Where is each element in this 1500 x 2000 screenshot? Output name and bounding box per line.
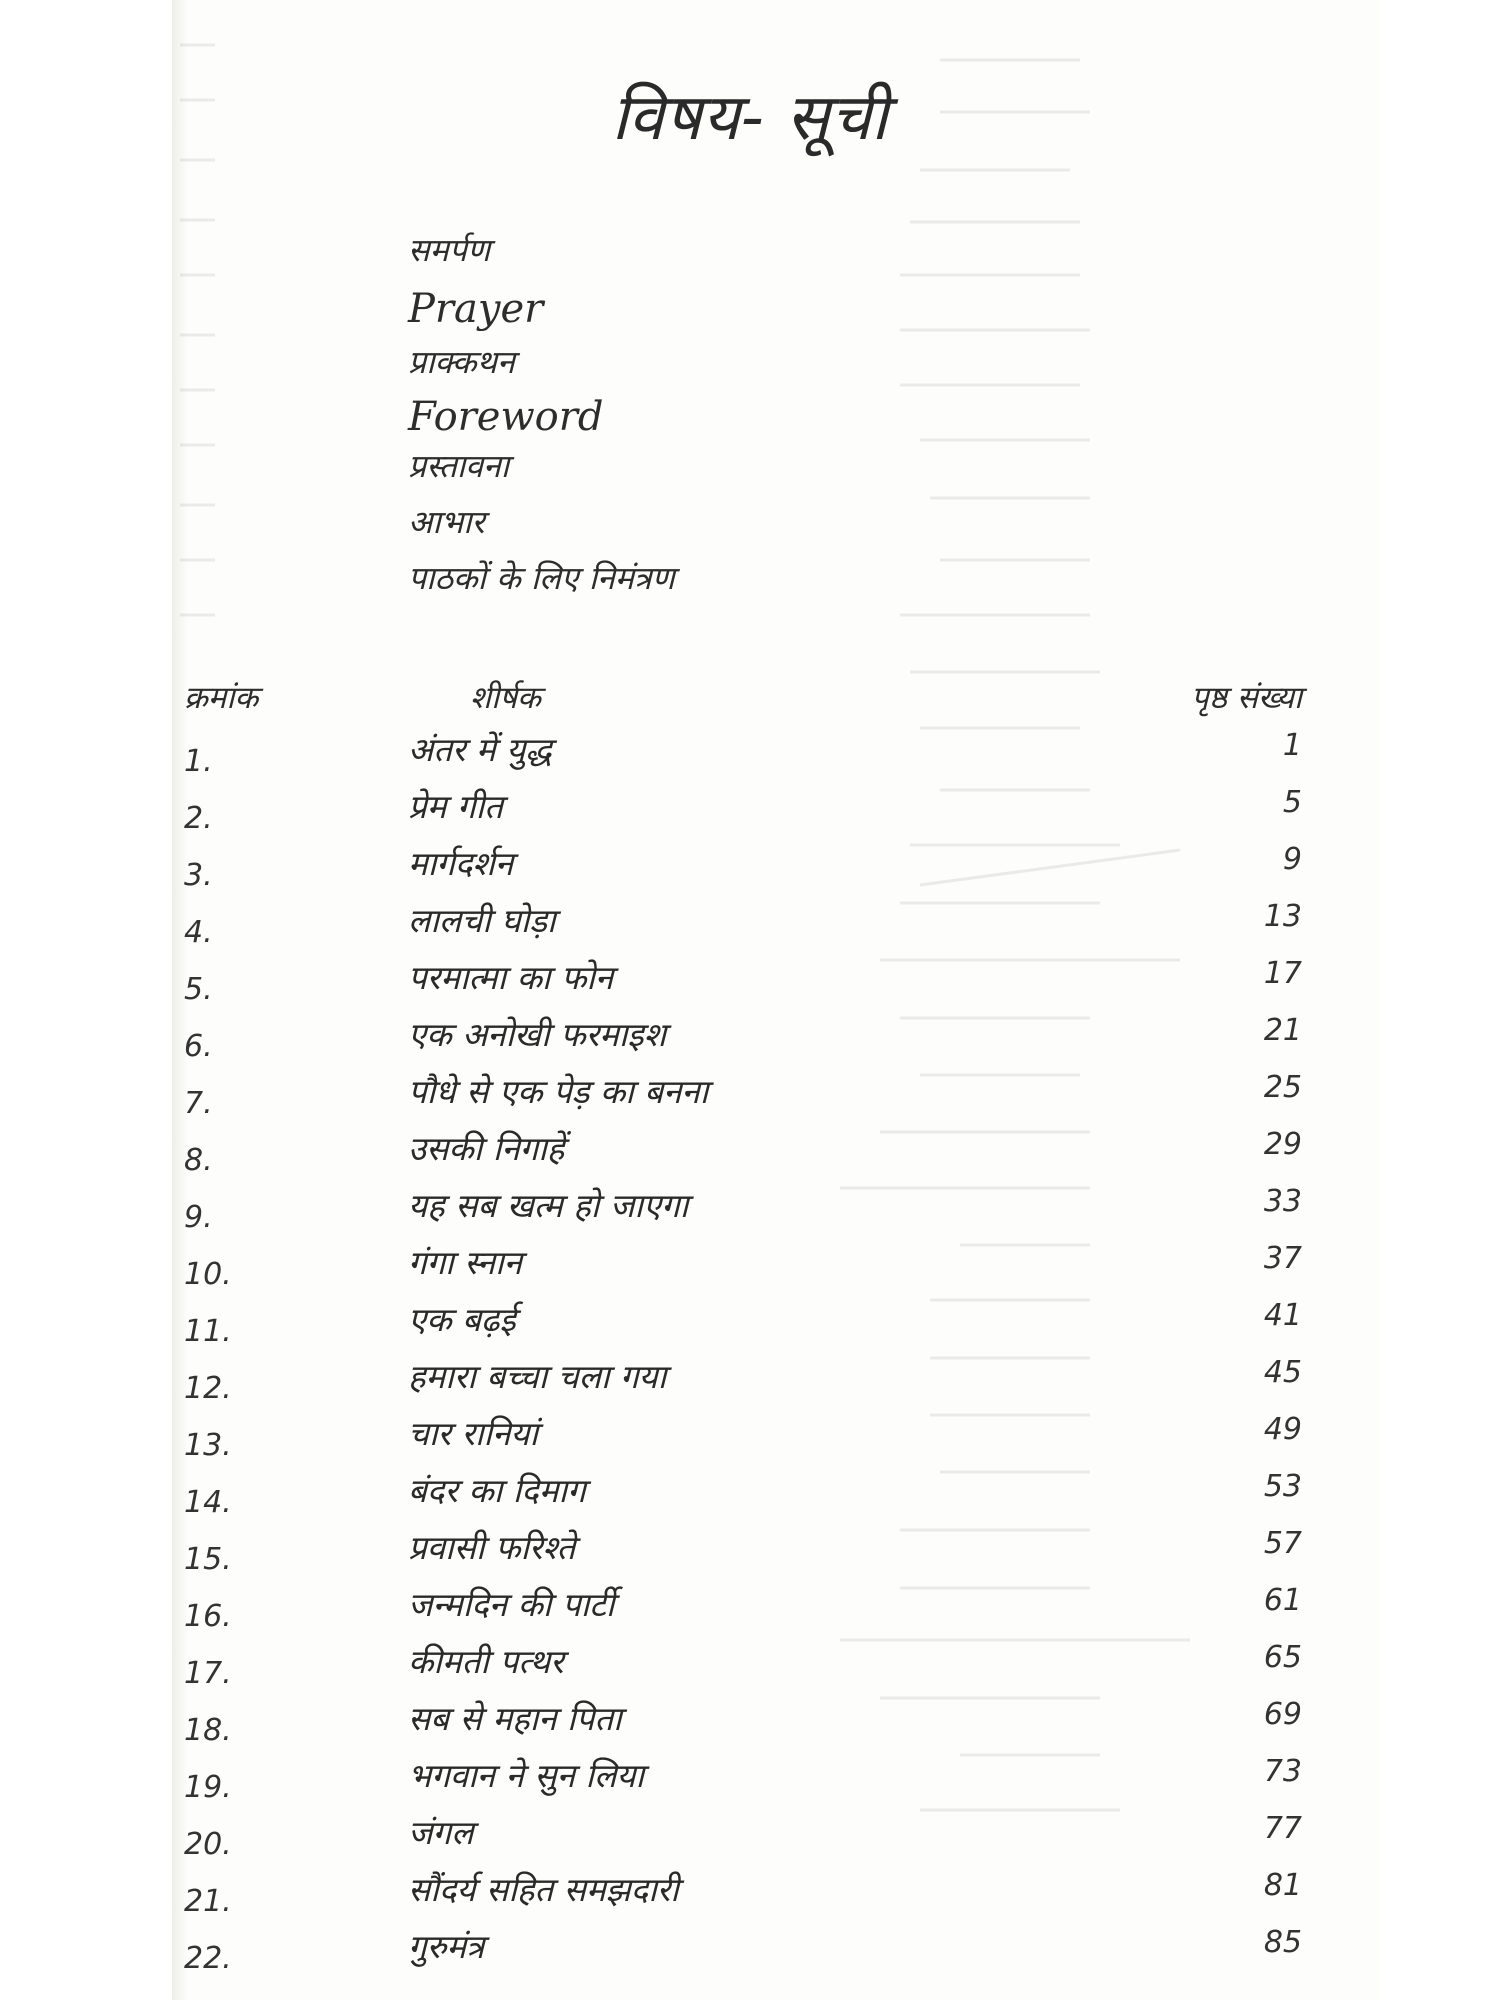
entry-page-number: 17 [1263, 956, 1302, 991]
contents-row [0, 1923, 1500, 1980]
entry-page-number: 53 [1263, 1469, 1302, 1504]
entry-number: 13. [184, 1428, 232, 1463]
entry-page-number: 41 [1263, 1298, 1302, 1333]
contents-row [0, 1239, 1500, 1296]
entry-page-number: 25 [1263, 1070, 1302, 1105]
entry-number: 2. [184, 801, 213, 836]
entry-page-number: 61 [1263, 1583, 1302, 1618]
front-matter-preface: प्राक्कथन [408, 343, 515, 381]
entry-number: 9. [184, 1200, 213, 1235]
entry-title: गंगा स्नान [408, 1243, 522, 1282]
entry-title: लालची घोड़ा [408, 901, 556, 940]
entry-page-number: 85 [1263, 1925, 1302, 1960]
entry-page-number: 45 [1263, 1355, 1302, 1390]
contents-row [0, 1296, 1500, 1353]
header-page: पृष्ठ संख्या [1191, 680, 1302, 716]
entry-page-number: 49 [1263, 1412, 1302, 1447]
entry-page-number: 29 [1263, 1127, 1302, 1162]
entry-page-number: 33 [1263, 1184, 1302, 1219]
contents-row [0, 1524, 1500, 1581]
entry-number: 8. [184, 1143, 213, 1178]
contents-row [0, 1182, 1500, 1239]
entry-title: बंदर का दिमाग [408, 1471, 586, 1510]
entry-number: 6. [184, 1029, 213, 1064]
contents-row [0, 1638, 1500, 1695]
contents-row [0, 1467, 1500, 1524]
front-matter-acknowledgement: आभार [408, 503, 485, 541]
entry-page-number: 73 [1263, 1754, 1302, 1789]
entry-title: हमारा बच्चा चला गया [408, 1357, 667, 1396]
contents-row [0, 897, 1500, 954]
entry-number: 11. [184, 1314, 232, 1349]
entry-page-number: 9 [1282, 842, 1302, 877]
entry-title: परमात्मा का फोन [408, 958, 614, 997]
entry-number: 1. [184, 744, 213, 779]
entry-title: एक अनोखी फरमाइश [408, 1015, 667, 1054]
contents-row [0, 1068, 1500, 1125]
entry-page-number: 77 [1263, 1811, 1302, 1846]
entry-number: 5. [184, 972, 213, 1007]
front-matter-invitation: पाठकों के लिए निमंत्रण [408, 559, 675, 597]
entry-title: सब से महान पिता [408, 1699, 622, 1738]
contents-row [0, 726, 1500, 783]
entry-page-number: 65 [1263, 1640, 1302, 1675]
contents-row [0, 783, 1500, 840]
entry-title: चार रानियां [408, 1414, 539, 1453]
entry-title: प्रेम गीत [408, 787, 503, 826]
contents-row [0, 954, 1500, 1011]
entry-number: 16. [184, 1599, 232, 1634]
entry-page-number: 1 [1282, 728, 1302, 763]
entry-title: गुरुमंत्र [408, 1927, 485, 1966]
entry-title: भगवान ने सुन लिया [408, 1756, 645, 1795]
entry-number: 3. [184, 858, 213, 893]
front-matter-dedication: समर्पण [408, 231, 491, 269]
entry-page-number: 13 [1263, 899, 1302, 934]
entry-number: 22. [184, 1941, 232, 1976]
entry-number: 10. [184, 1257, 232, 1292]
entry-title: यह सब खत्म हो जाएगा [408, 1186, 689, 1225]
contents-row [0, 1752, 1500, 1809]
contents-row [0, 1410, 1500, 1467]
entry-page-number: 37 [1263, 1241, 1302, 1276]
entry-title: कीमती पत्थर [408, 1642, 564, 1681]
front-matter-introduction: प्रस्तावना [408, 447, 510, 485]
entry-title: जंगल [408, 1813, 474, 1852]
entry-number: 18. [184, 1713, 232, 1748]
entry-title: जन्मदिन की पार्टी [408, 1585, 615, 1624]
contents-row [0, 1011, 1500, 1068]
entry-number: 17. [184, 1656, 232, 1691]
entry-title: मार्गदर्शन [408, 844, 514, 883]
contents-row [0, 1809, 1500, 1866]
entry-number: 4. [184, 915, 213, 950]
page-title: विषय- सूची [611, 80, 889, 155]
header-title: शीर्षक [470, 680, 541, 716]
header-serial: क्रमांक [184, 680, 259, 716]
entry-title: एक बढ़ई [408, 1300, 516, 1339]
entry-number: 15. [184, 1542, 232, 1577]
entry-number: 21. [184, 1884, 232, 1919]
entry-page-number: 57 [1263, 1526, 1302, 1561]
entry-number: 19. [184, 1770, 232, 1805]
entry-page-number: 5 [1282, 785, 1302, 820]
contents-row [0, 1695, 1500, 1752]
front-matter-prayer: Prayer [408, 286, 544, 332]
contents-row [0, 1866, 1500, 1923]
entry-title: प्रवासी फरिश्ते [408, 1528, 576, 1567]
entry-page-number: 21 [1263, 1013, 1302, 1048]
entry-title: सौंदर्य सहित समझदारी [408, 1870, 679, 1909]
entry-number: 12. [184, 1371, 232, 1406]
front-matter-foreword: Foreword [408, 394, 604, 440]
contents-row [0, 1581, 1500, 1638]
entry-number: 7. [184, 1086, 213, 1121]
entry-page-number: 69 [1263, 1697, 1302, 1732]
entry-title: पौधे से एक पेड़ का बनना [408, 1072, 709, 1111]
entry-number: 20. [184, 1827, 232, 1862]
entry-number: 14. [184, 1485, 232, 1520]
entry-title: उसकी निगाहें [408, 1129, 565, 1168]
contents-row [0, 1353, 1500, 1410]
entry-title: अंतर में युद्ध [408, 730, 552, 769]
contents-row [0, 1125, 1500, 1182]
contents-row [0, 840, 1500, 897]
entry-page-number: 81 [1263, 1868, 1302, 1903]
